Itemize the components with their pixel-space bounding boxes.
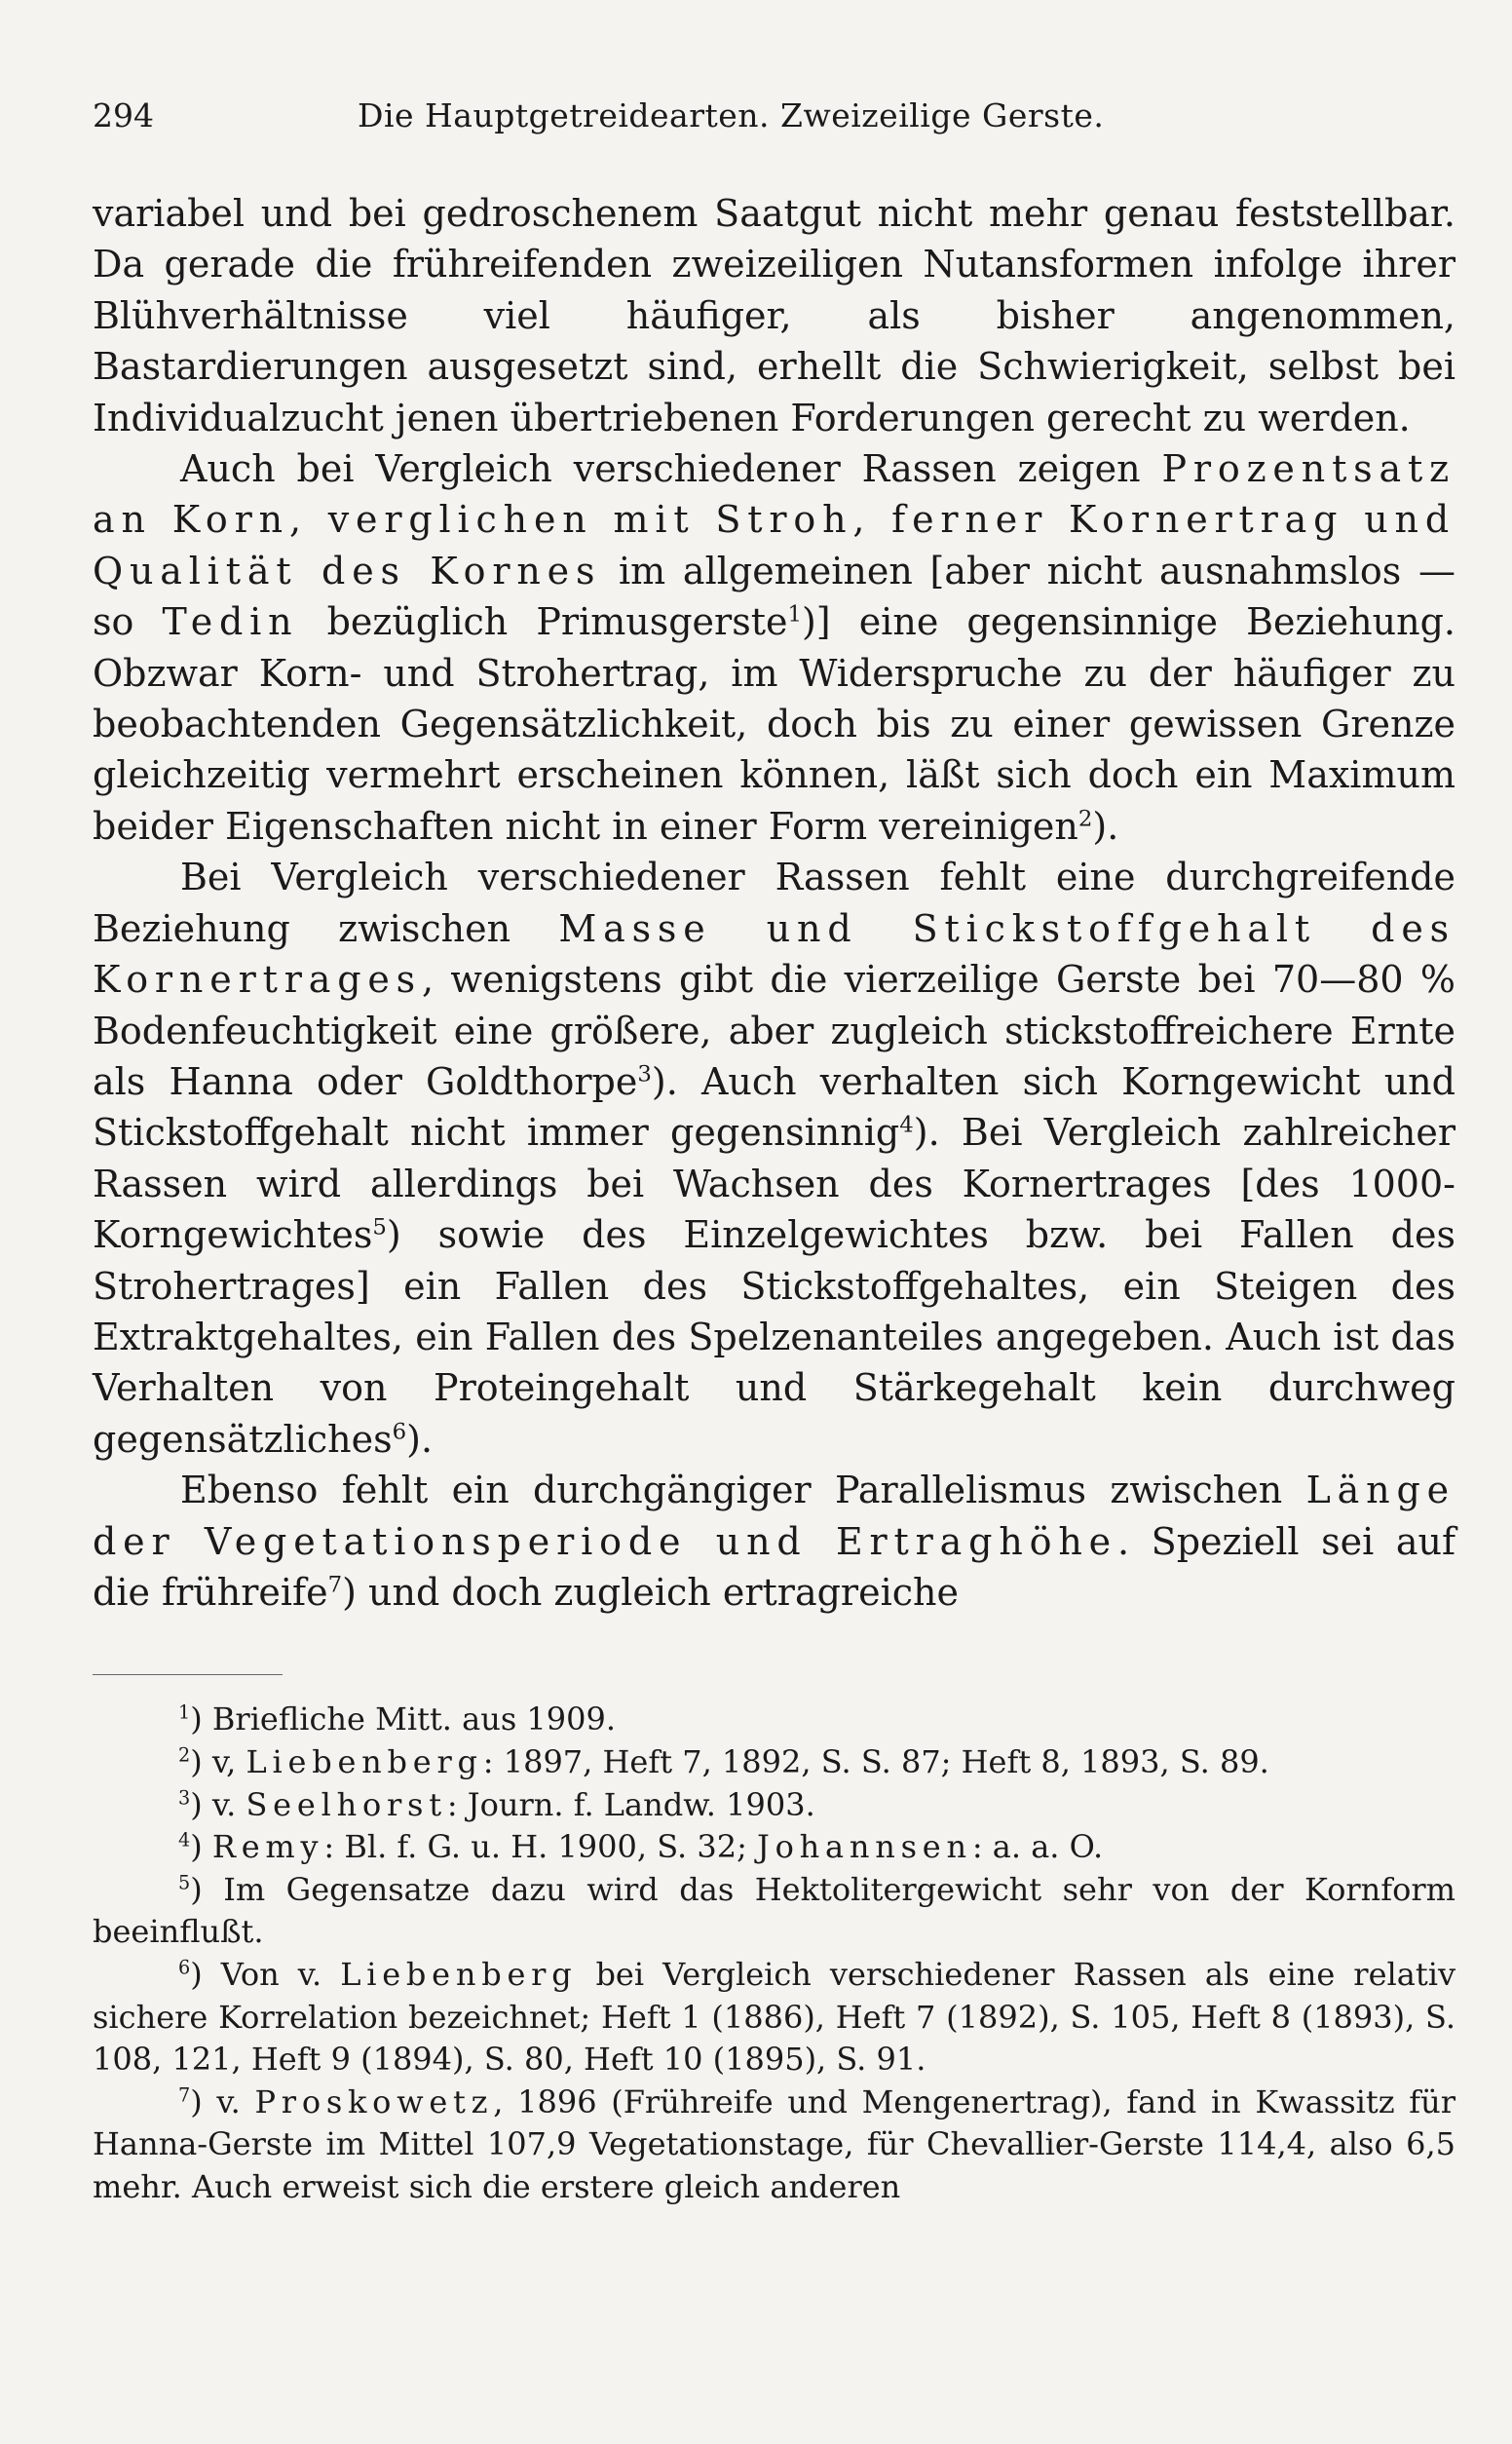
paragraph-3-part-f: ) sowie des Einzelgewichtes bzw. bei Fallen des Strohertrages] ein Fallen des Stickstoffgehaltes, ein Steigen des Extraktgehaltes, ein Fallen des Spelzenanteiles angegeben. Auch ist das Verhalten von Proteingehalt und Stärkegehalt kein durchweg gegensätzliches [93,1213,1455,1461]
footnote-mark: 7 [178,2083,191,2107]
author-name: Remy [211,1828,324,1866]
footnote-4: $^4$) Remy: Bl. f. G. u. H. 1900, S. 32; Johannsen: a. a. O. [178,1828,1104,1866]
footnote-text: : 1897, Heft 7, 1892, S. S. 87; Heft 8, 1893, S. 89. [482,1742,1269,1780]
footnote-ref: 4 [899,1112,914,1138]
footnote-text: bei Vergleich verschiedener Rassen als eine relativ sichere Korrelation bezeichnet; Heft 1 (1886), Heft 7 (1892), S. 105, Heft 8 (1893), S. 108, 121, Heft 9 (1894), S. 80, Heft 10 (1895), S. 91. [93,1955,1456,2079]
paragraph-4-part-d: ) und doch zugleich ertragreiche [342,1570,959,1614]
paragraph-3-part-a: Bei Vergleich verschiedener Rassen fehlt eine durchgreifende Beziehung zwischen [93,856,1455,950]
footnote-text: , 1896 (Frühreife und Mengenertrag), fand in Kwassitz für Hanna-Gerste im Mittel 107,9 Vegetationstage, für Chevallier-Gerste 114,4, also 6,5 mehr. Auch erweist sich die erstere gleich anderen [93,2082,1456,2205]
footnote-mark: 5 [178,1871,191,1894]
footnote-text: : Bl. f. G. u. H. 1900, S. 32; [323,1828,758,1866]
footnote-ref: 7 [327,1572,343,1598]
paragraph-3-part-d: ). Auch verhalten sich Korngewicht und Stickstoffgehalt nicht immer gegensinnig [93,1059,1455,1155]
footnote-mark: 4 [178,1828,191,1852]
main-text [93,188,1455,1618]
footnote-ref: 2 [1077,806,1093,832]
footnote-divider [93,1674,283,1675]
author-name: Proskowetz [254,2082,494,2120]
footnote-prefix: v. [211,1785,246,1823]
paragraph-2-part-a: Auch bei Vergleich verschiedener Rassen zeigen [180,447,1162,491]
author-name: Liebenberg [340,1955,578,1993]
paragraph-3-part-c: , wenigstens gibt die vierzeilige Gerste bei 70—80 % Bodenfeuchtigkeit eine größere, aber zugleich stickstoffreichere Ernte als Hanna oder Goldthorpe [93,958,1455,1103]
footnote-text: Im Gegensatze dazu wird das Hektolitergewicht sehr von der Kornform beeinflußt. [93,1870,1456,1951]
footnote-ref: 3 [637,1061,652,1088]
footnote-mark: 6 [178,1956,191,1979]
author-name: Tedin [162,600,299,644]
footnote-mark: 3 [178,1785,191,1809]
paragraph-3-part-g: ). [406,1417,434,1461]
footnote-suffix: : a. a. O. [971,1828,1104,1866]
author-name: Liebenberg [246,1742,483,1780]
footnote-ref: 5 [372,1214,387,1241]
footnote-mark: 1 [178,1700,191,1724]
footnotes [93,1699,1455,2208]
paragraph-1 [93,188,1455,443]
paragraph-2-part-e: bezüglich Primusgerste [298,600,788,644]
paragraph-4 [93,1465,1455,1618]
footnote-6: $^6$) Von v. Liebenberg bei Vergleich verschiedener Rassen als eine relativ sichere Korrelation bezeichnet; Heft 1 (1886), Heft 7 (1892), S. 105, Heft 8 (1893), S. 108, 121, Heft 9 (1894), S. 80, Heft 10 (1895), S. 91. [93,1955,1456,2079]
paragraph-2-part-g: ). [1092,804,1119,848]
footnote-text: : Journ. f. Landw. 1903. [446,1785,815,1823]
paragraph-1-text: variabel und bei gedroschenem Saatgut nicht mehr genau feststellbar. Da gerade die frühreifenden zweizeiligen Nutansformen infolge ihrer Blühverhältnisse viel häufiger, als bisher angenommen, Bastardierungen ausgesetzt sind, erhellt die Schwierigkeit, selbst bei Individualzucht jenen übertriebenen Forderungen gerecht zu werden. [93,192,1455,439]
paragraph-2 [93,443,1455,852]
footnote-5: $^5$) Im Gegensatze dazu wird das Hektolitergewicht sehr von der Kornform beeinflußt. [93,1870,1456,1951]
footnote-prefix: v, [211,1742,246,1780]
footnote-mark: 2 [178,1743,191,1767]
footnote-1: $^1$) Briefliche Mitt. aus 1909. [178,1700,617,1738]
footnote-prefix: Von v. [220,1955,341,1993]
paragraph-2-part-c: im allgemeinen [aber nicht ausnahmslos — so [93,549,1455,644]
footnote-ref: 1 [787,601,802,628]
author-name: Johannsen [757,1828,972,1866]
footnote-3: $^3$) v. Seelhorst: Journ. f. Landw. 1903. [178,1785,815,1823]
running-title: Die Hauptgetreidearten. Zweizeilige Gerste. [358,96,1105,134]
footnote-2: $^2$) v, Liebenberg: 1897, Heft 7, 1892, S. S. 87; Heft 8, 1893, S. 89. [178,1742,1269,1780]
footnote-7: $^7$) v. Proskowetz, 1896 (Frühreife und Mengenertrag), fand in Kwassitz für Hanna-Gerste im Mittel 107,9 Vegetationstage, für Chevallier-Gerste 114,4, also 6,5 mehr. Auch erweist sich die erstere gleich anderen [93,2082,1456,2205]
page-header [93,93,1455,139]
paragraph-3-part-e: ). Bei Vergleich zahlreicher Rassen wird allerdings bei Wachsen des Kornertrages [des 1000-Korngewichtes [93,1111,1455,1257]
footnote-ref: 6 [392,1419,407,1445]
spaced-emphasis: Masse und Stickstoffgehalt des Kornertrages [93,906,1455,1002]
footnote-prefix: v. [216,2082,255,2120]
paragraph-4-part-a: Ebenso fehlt ein durchgängiger Parallelismus zwischen [180,1469,1306,1512]
spaced-emphasis: Prozentsatz an Korn, verglichen mit Stroh, ferner Kornertrag und Qualität des Kornes [93,447,1455,592]
footnote-text: Briefliche Mitt. aus 1909. [211,1700,617,1738]
paragraph-4-part-c: . Speziell sei auf die frühreife [93,1519,1456,1614]
spaced-emphasis: Länge der Vegetationsperiode und Ertraghöhe [93,1469,1455,1563]
page-number: 294 [93,96,154,134]
paragraph-3 [93,852,1455,1465]
author-name: Seelhorst [246,1785,447,1823]
paragraph-2-part-f: )] eine gegensinnige Beziehung. Obzwar Korn- und Strohertrag, im Widerspruche zu der häufiger zu beobachtenden Gegensätzlichkeit, doch bis zu einer gewissen Grenze gleichzeitig vermehrt erscheinen können, läßt sich doch ein Maximum beider Eigenschaften nicht in einer Form vereinigen [93,600,1455,848]
